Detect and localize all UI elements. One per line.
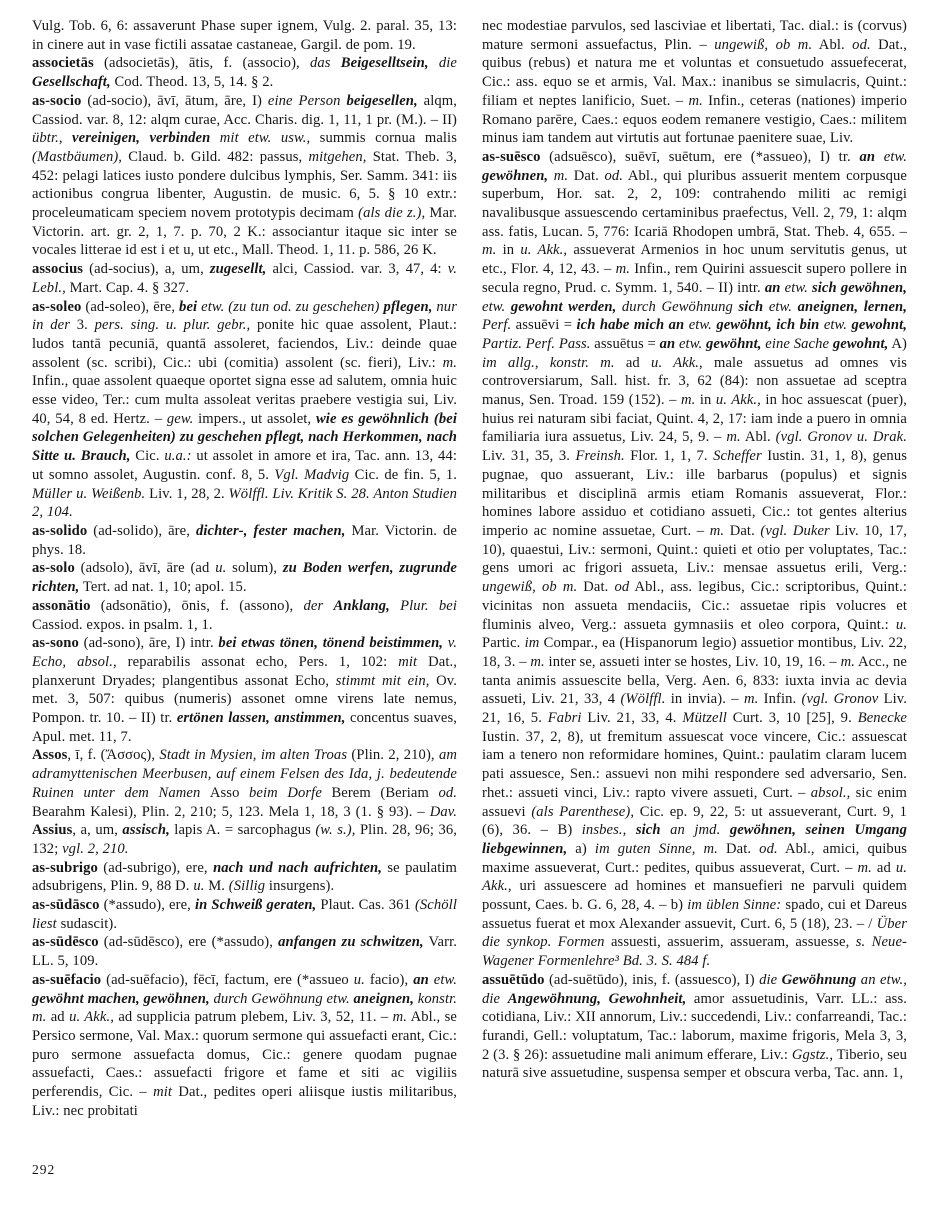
text-run: im [524,635,540,652]
text-run: u. [193,878,205,895]
text-run: ad supplicia patrum plebem, Liv. 3, 52, 11. – [113,1009,393,1026]
text-run: sich [635,822,671,839]
text-run: Benecke [857,710,907,727]
text-run: mit [398,653,429,670]
text-run: ponite hic quae assolent, Plaut.: ludos tantā pecuniā, quantā assoleret, faciendos, Liv.: deinde quae assolent (sc. scribi), Cic.: ubi (comitia) assolent (sc. fieri), Liv.: [32,317,457,371]
text-run: gewöhnt, ich bin [716,317,824,334]
text-run: stimmt mit ein, [335,672,430,689]
text-run: (ad-subrigo), ere, [97,859,214,876]
text-run: Dat., pedites operi aliisque iustis militaribus, Liv.: nec probitati [32,1084,458,1119]
text-run: Asso [209,784,250,801]
text-run: u. Akk., [715,392,761,409]
text-run: gewohnt, [851,317,907,334]
text-run: Liv. 21, 16, 5. [482,691,907,727]
entry-as-socio [32,92,457,260]
text-run: Mar. Victorin. art. gr. 2, 1, 7. p. 70, 2 K.: associantur itaque sic inter se vocales litterae id est i et u, ut etc., Mall. Theod. 1, 11. p. 586, 26 K. [32,205,457,259]
text-run: Vgl. Madvig [274,466,355,483]
text-run: (ad-socius), a, um, [83,261,210,278]
text-run: übtr., [32,130,73,147]
text-run: (vgl. Gronov [801,691,879,708]
text-run: od. [438,784,457,801]
text-run: sic enim assuevi [482,784,907,820]
entry-as-sudasco [32,896,457,933]
text-run: Freinsh. [575,448,625,465]
headword: as-suēsco [482,148,541,165]
text-run: Angewöhnung, Gewohnheit, [507,990,687,1007]
text-run: Iustin. 31, 1, 8), genus pugnae, quo assuerant, Liv.: ille barbarus (populus) et signis militaribus et disciplinā armis etiam Romanis assueverat, Flor.: homines labore assiduo et cotidiano assueti, Cic.: tot gentes alterius imperio ac nomine assuetae, Curt. – [482,448,907,539]
headword: as-suēfacio [32,971,102,988]
text-run: Liv. 21, 33, 4. [581,710,683,727]
text-run: dichter-, fester machen, [195,522,346,539]
text-run: m. [688,92,703,109]
page-number: 292 [32,1162,56,1177]
text-run: an [859,148,884,165]
text-run: lapis A. = sarcophagus [169,822,316,839]
text-run: Dat. [717,840,760,857]
text-run: Liv. 10, 17, 10), quaestui, Liv.: sermoni, Quint.: quieti et otio per voluptates, Tac.: gens umori ac frigori assueta, Liv.: mensae assuetus erili, Verg.: [482,522,907,577]
text-run: Dat. [577,579,615,596]
entry-associus [32,260,457,297]
text-run: v. Echo, absol., [32,635,457,670]
text-run: Abl., ass. legibus, Cic.: scriptoribus, Quint.: vicinitas non assueta mendaciis, Cic.: assuetae ripis volucres et fluminis alveo, Verg.: assueta gymnasiis et oleo corpora, Quint.: [482,579,907,633]
text-run: u. Akk., [520,242,568,259]
text-run: ich habe mich an [576,317,689,334]
text-run: Cic. ep. 9, 22, 5: ut assueverant, Curt. 9, 1 (6), 36. – B) [482,803,907,839]
text-run: etw. [678,335,706,352]
text-run: Beigeselltsein, [340,55,429,72]
text-run: Cod. Theod. 13, 5, 14. § 2. [110,74,274,91]
text-run: od. [759,840,778,857]
text-run: etw. [482,298,511,315]
text-run: 3. [76,317,95,334]
text-run: , a, um, [72,822,123,839]
text-run: mit etw. usw., [219,130,311,147]
text-run: Berem (Beriam [331,784,439,801]
entry-assuetudo [482,971,907,1083]
text-run: Vulg. Tob. 6, 6: assaverunt Phase super ignem, Vulg. 2. paral. 35, 13: in cinere aut in vase fictili assatae castaneae, Gargil. de pom. 19. [32,18,457,53]
text-run: gewöhnen, seinen Umgang liebgewinnen, [482,822,907,857]
text-run: zugesellt, [209,261,267,278]
text-run: ut assolet in amore et ira, Tac. ann. 13, 44: ut somno assolet, Augustin. conf. 8, 5. [32,448,458,483]
text-run: etw. [823,317,852,334]
text-run: durch Gewöhnung [621,298,739,315]
text-run: durch Gewöhnung etw. [213,990,354,1007]
text-run: Ggstz., [791,1046,834,1063]
text-run: ad [625,354,652,371]
text-run: Tiberio, seu naturā sive assuetudine, suspensa semper et obscura verba, Tac. ann. 1, [482,1046,907,1082]
text-run: wie es gewöhnlich (bei solchen Gelegenheiten) zu geschehen pflegt, nach Herkommen, nach Sitte u. Brauch, [32,410,458,465]
text-run: anfangen zu schwitzen, [278,934,424,951]
text-run: am adramyttenischen Meerbusen, auf einem Felsen des Ida, j. bedeutende Ruinen unter dem Namen [32,747,457,801]
text-run: pflegen, [383,298,437,315]
text-run: etw. [768,298,798,315]
text-run: se paulatim adsubrigens, Plin. 9, 88 D. [32,859,457,895]
text-run: ungewiß, ob m. [482,579,578,596]
text-run: zu Boden werfen, zugrunde richten, [32,560,458,596]
text-run: Gewöhnung [781,971,861,988]
text-run: Liv. 1, 28, 2. [149,485,229,502]
text-run: (ad-soleo), ēre, [81,298,180,315]
text-run: konstr. m. [32,990,458,1026]
text-run: (adsuēsco), suēvī, suētum, ere (*assueo), I) tr. [540,148,860,165]
text-run: gewohnt werden, [510,298,622,315]
text-run: etw. [784,279,812,296]
headword: as-solido [32,522,88,539]
text-run: (Plin. 2, 210), [351,747,439,764]
text-run: (vgl. Gronov u. Drak. [775,429,907,446]
text-run: Partic. [482,635,525,652]
text-run: assuētus = [590,335,660,352]
text-run: m. [840,653,855,670]
entry-as-suefacio [32,971,457,1121]
text-run: Plin. 28, 96; 36, 132; [32,822,458,857]
text-run: Gesellschaft, [32,74,111,91]
text-run: aneignen, lernen, [797,298,907,315]
text-run: gew. [166,410,194,427]
text-run: u.a.: [164,448,192,465]
text-run: Compar., ea (Hispanorum legio) assuetior montibus, Liv. 22, 18, 3. – [482,635,908,670]
text-run: m. [726,429,741,446]
text-run: Claud. b. Gild. 482: passus, [122,148,309,165]
entry-as-soleo [32,298,457,522]
text-run: im üblen Sinne: [687,897,782,914]
text-run: pers. sing. u. plur. gebr., [94,317,251,334]
entry-assos [32,746,457,858]
text-run: sich [738,298,769,315]
text-run: (adsonātio), ōnis, f. (assono), [90,597,304,614]
text-run: Infin., ceteras (nationes) imperio Romano parēre, Caes.: equos eodem remanere vestigio, Caes.: militem minus iam tandem aut virtutis aut fortunae paenitere suae, Liv. [482,92,907,147]
text-run: an [413,971,434,988]
text-run: Perf. [482,317,512,334]
text-run: od. [604,167,624,184]
text-run: (Wölffl. [620,691,666,708]
text-run: (ad-sono), āre, I) intr. [78,635,219,652]
text-run: M. [204,878,229,895]
text-run: Liv. 31, 35, 3. [482,448,576,465]
text-run: u. [215,560,227,577]
text-run: Curt. 3, 10 [25], 9. [726,710,858,727]
text-run: Iustin. 37, 2, 8), ut fremitum assuescat voce vincere, Cic.: assuescat iam a tenero non reformidare homines, Quint.: paulatim claram lucem pati assuesce, Sen.: assuevi non mihi respondere sed adversario, Sen. rhet.: assueti vinci, Liv.: rapto vivere assueti, Curt. – [482,728,907,801]
text-run: m. [482,242,497,259]
text-run: Infin. [758,691,802,708]
text-run: ungewiß, ob m. [714,36,813,53]
text-run: (Mastbäumen), [32,148,123,165]
text-run: Mart. Cap. 4. § 327. [65,279,190,296]
text-run: ad [50,1009,70,1026]
text-run: A) [888,335,907,352]
text-run: in hoc assuescat (puer), huius rei naturam sibi faciat, Quint. 4, 2, 17: iam inde a puero in omnia familiaria iura assuetus, Liv. 24, 5, 9. – [482,392,907,446]
text-run: u. [895,616,907,633]
text-run: amor assuetudinis, Varr. LL.: ass. cotidiana, Liv.: XII annorum, Liv.: succedendi, Liv.: confarreandi, Tac.: furandi, Gell.: voluptatum, Tac.: laborum, maxime frigoris, Mela 3, 3, 2 (3. § 26): assuetudine mali animum efferare, Liv.: [482,990,907,1063]
text-run: (als Parenthese), [531,803,635,820]
text-run: aneignen, [353,990,418,1007]
text-run: (w. s.), [315,822,356,839]
text-run: Plur. bei [400,597,458,614]
text-run: gewöhnen, [482,167,554,184]
text-run: etw. [688,317,717,334]
text-run: Cic. de fin. 5, 1. [354,466,457,483]
text-run: inter se, assueti inter se hostes, Liv. 10, 19, 16. – [544,653,841,670]
text-run: (adsolo), āvī, āre (ad [74,560,216,577]
text-run: Abl., se Persico sermone, Val. Max.: quorum sermone qui assuefacti erant, Cic.: puro sermone assuefacta domus, Cic.: genere quodam pugnae assuefacti, Caes.: assuefacti frigore et fame et siti ac vigiliis perferendis, Cic. – [32,1009,457,1101]
text-run: beim Dorfe [249,784,332,801]
text-run: die [428,55,457,72]
text-run: der [303,597,334,614]
text-run: gewöhnt, [705,335,766,352]
text-run: an [659,335,679,352]
text-run: absol., [810,784,851,801]
text-run: Flor. 1, 1, 7. [624,448,714,465]
headword: as-sūdēsco [32,934,99,951]
text-run: u. Akk., [651,354,703,371]
text-run: (ad-suēfacio), fēcī, factum, ere (*assueo [101,971,354,988]
text-run: Varr. LL. 5, 109. [32,934,457,970]
text-run: assisch, [122,822,170,839]
headword: associus [32,261,84,278]
text-run: insurgens). [265,878,335,895]
text-run: m. [709,522,725,539]
text-run: Scheffer [713,448,762,465]
text-run: Stadt in Mysien, im alten Troas [159,747,352,764]
text-run: Bearahm Kalesi), Plin. 2, 210; 5, 123. Mela 1, 18, 3 (1. § 93). – [32,803,430,820]
text-run: (ad-sūdēsco), ere (*assudo), [98,934,279,951]
headword: as-socio [32,92,82,109]
text-run: Müller u. Weißenb. [32,485,150,502]
text-run: in invia). – [665,691,744,708]
text-run: a) [567,840,595,857]
text-run: assuēvi = [511,317,577,334]
text-run: bei [179,298,202,315]
text-run: m. [857,859,872,876]
text-run: sich gewöhnen, [811,279,907,296]
text-run: Dat. [724,522,761,539]
text-run: (ad-socio), āvī, ātum, āre, I) [81,92,268,109]
text-run: Acc., ne tanta animis assuescite bella, Verg. Aen. 6, 833: iuxta invia ac devia assueti, Liv. 21, 33, 4 [482,653,907,708]
text-run: (Sillig [228,878,266,895]
text-run: Abl., qui pluribus assuerit mentem corpusque superbum, Hor. sat. 2, 2, 109: contrahendo militi ac remigi navalibusque assuescendo certaminibus praefectus, Vell. 2, 79, 1: alqm ass. fatis, Lucan. 5, 776: Icariā Rhodopen umbrā, Stat. Theb. 4, 655. – [482,167,907,240]
entry-associetas [32,54,457,91]
text-run: (ad-suētūdo), inis, f. (assuesco), I) [544,971,760,988]
text-run: (vgl. Duker [760,522,830,539]
text-run: summis cornua malis [310,130,457,147]
text-run: Fabri [547,710,582,727]
text-run: an jmd. [670,822,730,839]
text-run: vereinigen, verbinden [72,130,220,147]
entry-as-sudesco [32,933,457,970]
text-run: , ī, f. (Ἄσσος), [67,747,160,764]
text-run: (*assudo), ere, [99,897,195,914]
entry-as-sono [32,634,457,746]
text-run: m. [553,167,569,184]
text-run: Stat. Theb. 3, 452: pelagi latices iusto pondere dulcibus lymphis, Ser. Samm. 341: iis actionibus congrua libenter, Augustin. de music. 6, 5. § 10 extr.: proceleumaticam speciem novem prototypis decimam [32,148,457,222]
text-run: (ad-solido), āre, [87,522,196,539]
text-run: v. Lebl., [32,261,457,296]
text-run: gewöhnt machen, gewöhnen, [32,990,214,1007]
text-run: gewohnt, [832,335,889,352]
entry-assonatio [32,597,457,634]
text-run: mitgehen, [308,148,367,165]
text-run: ertönen lassen, anstimmen, [176,710,346,727]
headword: as-solo [32,560,75,577]
text-run: assueverat Armenios in hoc unum servitutis genus, ut etc., Flor. 4, 12, 43. – [482,242,908,278]
headword: as-soleo [32,298,82,315]
text-run: od [614,579,630,596]
text-run: ad [871,859,896,876]
text-run: Mar. Victorin. de phys. 18. [32,522,457,558]
entry-continuation-asso [32,17,457,54]
text-run: Wölffl. Liv. Kritik S. 28. Anton Studien 2, 104. [32,485,457,521]
text-run: bei etwas tönen, tönend beistimmen, [218,635,448,652]
text-run: od. [852,36,871,53]
text-run: Dat. [568,167,605,184]
text-run: an etw., die [482,971,907,1007]
text-run: alci, Cassiod. var. 3, 47, 4: [266,261,448,278]
text-run: assuesti, assuerim, assueram, assuesse, [604,934,856,951]
text-run: Dat., planxerunt Dryades; plangentibus assonat Echo, [32,653,457,689]
headword: assonātio [32,597,91,614]
text-run: etw. (zu tun od. zu geschehen) [201,298,384,315]
entry-as-subrigo [32,859,457,896]
text-run: etw. [433,971,457,988]
text-run: beigesellen, [346,92,418,109]
text-run: alqm, Cassiod. var. 8, 12: alqm curae, Acc. Charis. dig. 1, 11, 1 pr. (M.). – II) [32,92,458,128]
headword: as-sono [32,635,79,652]
text-run: Abl. [812,36,853,53]
text-run: facio), [364,971,414,988]
text-run: das [310,55,341,72]
text-run: Plaut. Cas. 361 [316,897,415,914]
entry-as-solido [32,522,457,559]
text-run: Mützell [682,710,727,727]
text-run: nach und nach aufrichten, [213,859,382,876]
headword: assuētūdo [482,971,545,988]
text-run: Tert. ad nat. 1, 10; apol. 15. [79,579,247,596]
text-run: in [496,242,521,259]
text-run: nur in der [32,298,457,334]
text-run: eine Sache [765,335,833,352]
text-run: vgl. 2, 210. [62,840,129,857]
text-run: Cic. [130,448,165,465]
text-run: im allg., konstr. m. [482,354,626,371]
text-run: m. [615,261,630,278]
text-run: an [764,279,785,296]
text-run: m. [743,691,759,708]
text-run: (als die z.), [358,205,426,222]
text-run: (adsocietās), ātis, f. (associo), [93,55,310,72]
text-run: m. [392,1009,408,1026]
text-run: die [759,971,782,988]
headword: Assius [32,822,73,839]
text-run: im guten Sinne, m. [594,840,718,857]
right-column [482,17,907,1120]
text-run: insbes., [581,822,636,839]
text-run: male assuetus ad omnes vis controversiarum, Sall. hist. fr. 3, 62 (84): non assuetae ad sceptra manus, Sen. Troad. 159 (152). – [482,354,907,409]
text-run: m. [442,354,457,371]
text-run: mit [153,1084,179,1101]
entry-as-suesco [482,148,907,971]
entry-continuation-as-suefacio [482,17,907,148]
text-run: eine Person [267,92,347,109]
text-run: in [695,392,716,409]
text-run: sudascit). [56,915,118,932]
text-run: m. [680,392,696,409]
text-run: solum), [226,560,283,577]
text-run: Abl. [740,429,776,446]
text-run: Partiz. Perf. Pass. [482,335,591,352]
text-run: Ov. met. 3, 507: quibus (numeris) assonet omne virens late nemus, Pompon. tr. 10. – II) tr. [32,672,457,727]
headword: as-subrigo [32,859,98,876]
headword: associetās [32,55,94,72]
text-run: Über die synkop. Formen [482,915,907,951]
text-run: u. Akk., [482,859,907,895]
text-run: Infin., rem Quirini assuescit supero pollere in secula regno, Prud. c. Symm. 1, 540. – II) intr. [482,261,907,296]
text-run: s. Neue-Wagener Formenlehre³ Bd. 3. S. 484 f. [482,934,907,970]
left-column [32,17,457,1120]
text-run: spado, cui et Dareus assuetus fuerat et mox Alexander assuevit, Curt. 6, 5 (18), 23. – / [482,897,907,932]
headword: Assos [32,747,68,764]
text-run: Dat., quibus (rebus) et natura me et voluntas et consuetudo assuefecerat, Cic.: ass. equo se et armis, Val. Max.: inanibus se simulacris, Quint.: filiam et neptes lanificio, Suet. – [482,36,907,109]
text-run: etw. [883,148,908,165]
text-run: u. [353,971,365,988]
text-run: Anklang, [333,597,401,614]
text-run: reparabilis assonat echo, Pers. 1, 102: [116,653,399,670]
text-run: uri assuescere ad homines et mansuefieri ne parvuli quidem possunt, Caes. b. G. 6, 28, 4. – b) [482,878,907,914]
text-run: Dav. [429,803,457,820]
headword: as-sūdāsco [32,897,100,914]
text-run: nec modestiae parvulos, sed lasciviae et libertati, Tac. dial.: is (corvus) mature sermoni assuefactus, Plin. – [482,18,907,53]
text-run: concentus suaves, Apul. met. 11, 7. [32,710,457,745]
entry-as-solo [32,559,457,596]
text-run: in Schweiß geraten, [194,897,317,914]
text-run: Infin., quae assolent quaeque oportet signa esse ad salutem, omnia huic esse video, Ter.: cum multa assoleat veritas praebere vestigia sui, Liv. 40, 54, 8 ed. Hertz. – [32,373,457,427]
text-run: impers., ut assolet, [193,410,316,427]
text-run: m. [530,653,545,670]
text-run: Cassiod. expos. in psalm. 1, 1. [32,616,213,633]
text-run: u. Akk., [69,1009,114,1026]
text-run: Abl., amici, quibus maxime assueverat, Curt.: pedites, quibus assueverat, Curt. – [482,840,907,876]
text-run: (Schöll liest [32,897,457,932]
